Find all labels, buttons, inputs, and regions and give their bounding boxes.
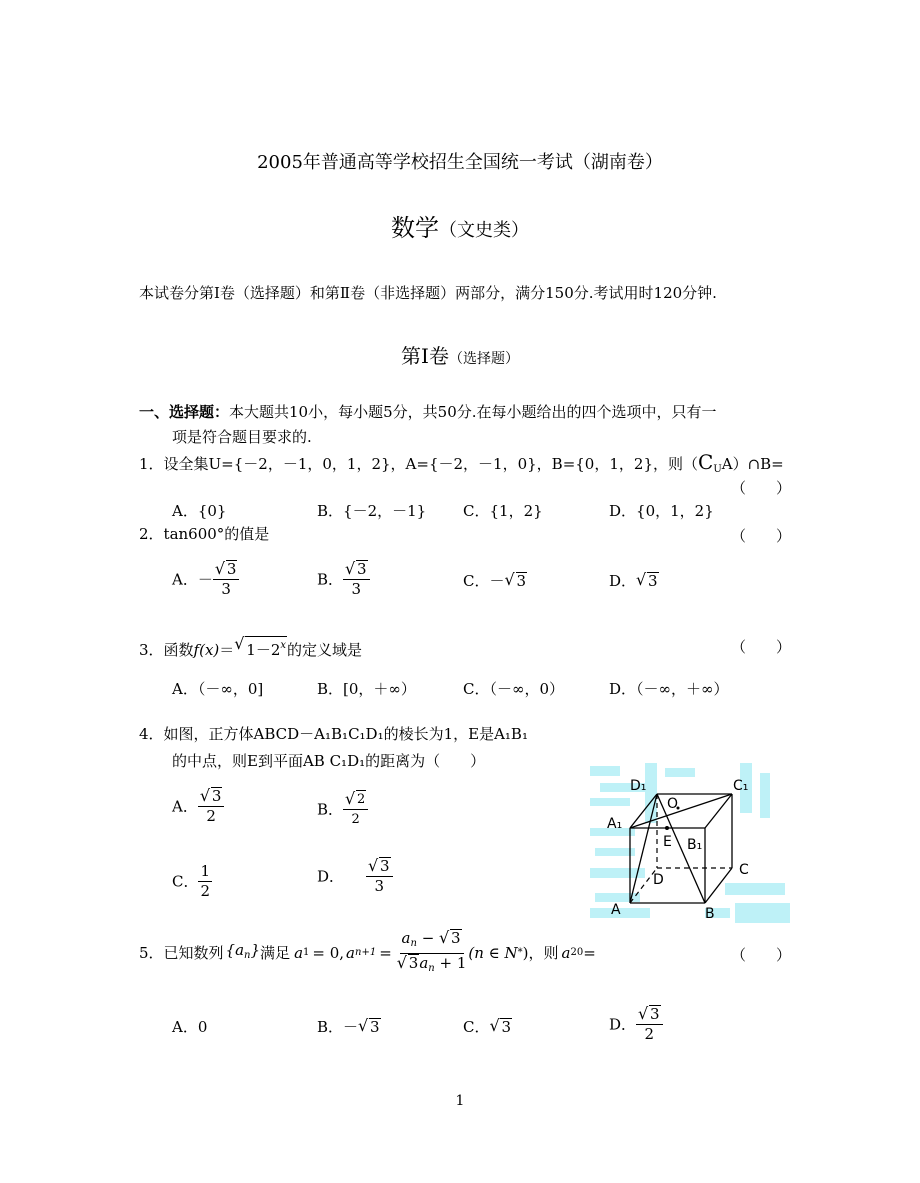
question-5-stem xyxy=(139,930,596,976)
q3-radicand: 1－2 xyxy=(246,641,281,659)
q4-d-num: 3 xyxy=(380,857,390,875)
q5-d-label: D． xyxy=(609,1015,637,1034)
q2-d-root: 3 xyxy=(648,572,658,590)
page-number: 1 xyxy=(455,1093,465,1109)
label-b: B xyxy=(705,906,715,922)
q4-a-fraction xyxy=(198,787,225,826)
q4-b-label: B． xyxy=(317,800,344,819)
q5-a20-sub: 20 xyxy=(570,947,584,958)
q2-option-d xyxy=(609,572,659,590)
q4-c-label: C． xyxy=(172,872,199,891)
question-4-line1: 4．如图，正方体ABCD－A₁B₁C₁D₁的棱长为1，E是A₁B₁ xyxy=(139,725,528,743)
q4-a-label: A． xyxy=(172,797,198,816)
q2-a-fraction xyxy=(213,560,240,599)
q4-option-a xyxy=(172,787,224,826)
q4-d-label: D． xyxy=(317,867,345,886)
q5-den-plus: + 1 xyxy=(434,953,467,972)
label-e: E xyxy=(663,834,672,850)
question-4-line2: 的中点，则E到平面AB C₁D₁的距离为（ ） xyxy=(172,752,486,770)
q1-stem-text: 1．设全集U={－2，－1，0，1，2}，A={－2，－1，0}，B={0，1，2}，则（ xyxy=(139,455,698,473)
q5-cond: (n ∈ N xyxy=(468,944,518,962)
q5-a20-eq: = xyxy=(583,944,596,962)
q3-sqrt xyxy=(234,636,287,659)
q5-eq: = xyxy=(379,944,392,962)
q2-c-label: C． xyxy=(463,572,490,590)
subject-title xyxy=(0,208,920,243)
q5-den-sub: n xyxy=(428,962,435,974)
label-c1: C₁ xyxy=(733,778,749,794)
q2-d-label: D． xyxy=(609,572,637,590)
q4-a-den: 2 xyxy=(206,807,216,825)
label-b1: B₁ xyxy=(687,837,703,853)
exam-title: 2005年普通高等学校招生全国统一考试（湖南卷） xyxy=(257,152,663,173)
q3-stem-pre: 3．函数 xyxy=(139,641,194,659)
q5-a-value: 0 xyxy=(197,1018,208,1036)
label-d: D xyxy=(653,872,664,888)
q5-num-root: 3 xyxy=(451,928,461,947)
section-desc-2: 项是符合题目要求的. xyxy=(172,428,312,446)
complement-sub: U xyxy=(713,464,722,475)
q5-seq: {a xyxy=(225,941,245,959)
q5-b-label: B． xyxy=(317,1018,344,1036)
section-label: 一、选择题： xyxy=(139,403,230,421)
question-2-stem: 2．tan600°的值是 xyxy=(139,525,270,543)
q5-a20: a xyxy=(561,944,571,962)
q5-den-a: a xyxy=(419,953,429,972)
q5-num-minus: − xyxy=(416,928,440,947)
q2-answer-paren: （ ） xyxy=(731,527,792,545)
q4-option-c xyxy=(172,862,212,901)
q5-option-c xyxy=(463,1018,512,1036)
question-3-stem xyxy=(139,636,362,659)
q3-sup: x xyxy=(280,640,287,651)
q4-c-num: 1 xyxy=(200,862,211,880)
q4-option-d xyxy=(317,857,393,896)
q4-b-fraction xyxy=(343,790,368,829)
q2-b-den: 3 xyxy=(351,580,362,598)
q1-option-c: C．{1，2} xyxy=(463,502,543,520)
q5-option-a xyxy=(172,1018,207,1036)
q2-c-root: 3 xyxy=(516,572,527,590)
q1-answer-paren: （ ） xyxy=(731,479,792,497)
q3-option-c: C．（－∞，0） xyxy=(463,680,565,698)
q4-b-num: 2 xyxy=(357,792,366,807)
q3-option-a: A．（－∞，0] xyxy=(172,680,264,698)
q3-option-b: B．[0，＋∞） xyxy=(317,680,416,698)
q5-cond-sup: * xyxy=(517,947,523,958)
q5-seq-sub: n xyxy=(244,950,251,961)
complement-symbol: C xyxy=(698,450,714,474)
q4-a-num: 3 xyxy=(211,787,222,805)
q5-cond-end: ) xyxy=(522,944,529,962)
label-d1: D₁ xyxy=(630,778,647,794)
label-o: O xyxy=(667,796,679,812)
q5-a1-sub: 1 xyxy=(303,947,310,958)
q4-c-den: 2 xyxy=(200,882,211,900)
q3-eq: ＝ xyxy=(219,641,235,659)
q1-option-d: D．{0，1，2} xyxy=(609,502,714,520)
q1-option-a: A．{0} xyxy=(172,502,227,520)
q5-recurrence-fraction xyxy=(395,929,469,978)
q2-option-c xyxy=(463,572,527,590)
q5-an1-sub: n+1 xyxy=(355,947,377,958)
q2-b-fraction xyxy=(343,560,370,599)
q5-num-sub: n xyxy=(410,937,417,949)
q5-stem-post: ，则 xyxy=(528,944,559,962)
label-a: A xyxy=(611,902,621,918)
q5-d-den: 2 xyxy=(644,1025,655,1043)
q2-c-minus: － xyxy=(489,572,505,590)
q5-den-root: 3 xyxy=(408,953,419,972)
q5-a1: a xyxy=(294,944,304,962)
q4-d-den: 3 xyxy=(374,877,385,895)
q2-a-label: A． xyxy=(172,570,198,589)
q5-c-root: 3 xyxy=(501,1018,512,1036)
exam-intro: 本试卷分第Ⅰ卷（选择题）和第Ⅱ卷（非选择题）两部分，满分150分.考试用时120分钟. xyxy=(139,284,717,302)
q5-option-d xyxy=(609,1005,663,1044)
q5-b-root: 3 xyxy=(370,1018,380,1036)
label-c: C xyxy=(739,862,749,878)
q4-c-fraction xyxy=(198,862,212,901)
q5-num-a: a xyxy=(401,928,411,947)
q5-stem-pre: 5．已知数列 xyxy=(139,944,224,962)
section-heading xyxy=(139,403,717,421)
q2-a-den: 3 xyxy=(221,580,231,598)
part-name: 第Ⅰ卷 xyxy=(401,344,449,368)
q5-answer-paren: （ ） xyxy=(731,946,792,964)
q5-option-b xyxy=(317,1018,381,1036)
part-sub: （选择题） xyxy=(448,351,519,367)
part-title xyxy=(0,340,920,369)
section-desc: 本大题共10小，每小题5分，共50分.在每小题给出的四个选项中，只有一 xyxy=(229,403,717,421)
q2-a-root: 3 xyxy=(226,560,237,578)
point-e xyxy=(665,826,669,830)
question-1-stem xyxy=(139,450,784,479)
q2-option-a xyxy=(172,560,239,599)
q3-option-d: D．（－∞，＋∞） xyxy=(609,680,729,698)
subject-type: （文史类） xyxy=(439,220,529,241)
q4-b-den: 2 xyxy=(351,812,360,827)
q5-b-minus: － xyxy=(343,1018,359,1036)
q2-option-b xyxy=(317,560,370,599)
q5-a-label: A． xyxy=(172,1018,198,1036)
q2-b-root: 3 xyxy=(357,560,367,578)
q5-an1: a xyxy=(346,944,355,962)
q3-fx: f(x) xyxy=(193,641,220,659)
q3-stem-post: 的定义域是 xyxy=(287,641,363,659)
subject-name: 数学 xyxy=(391,214,439,242)
label-a1: A₁ xyxy=(607,816,623,832)
q5-a1-eq: = 0, xyxy=(312,944,345,962)
q5-stem-mid: 满足 xyxy=(260,944,291,962)
q5-c-label: C． xyxy=(463,1018,490,1036)
q5-d-num: 3 xyxy=(650,1005,660,1023)
cube-figure xyxy=(585,758,790,928)
q4-option-b xyxy=(317,790,368,829)
q1-option-b: B．{－2，－1} xyxy=(317,502,427,520)
q2-a-minus: － xyxy=(197,570,213,589)
q5-d-fraction xyxy=(636,1005,663,1044)
q5-seq-end: } xyxy=(250,941,261,959)
q4-d-fraction xyxy=(366,857,393,896)
q3-answer-paren: （ ） xyxy=(731,638,792,656)
q1-stem-end: A）∩B= xyxy=(721,455,784,473)
q2-b-label: B． xyxy=(317,570,344,589)
